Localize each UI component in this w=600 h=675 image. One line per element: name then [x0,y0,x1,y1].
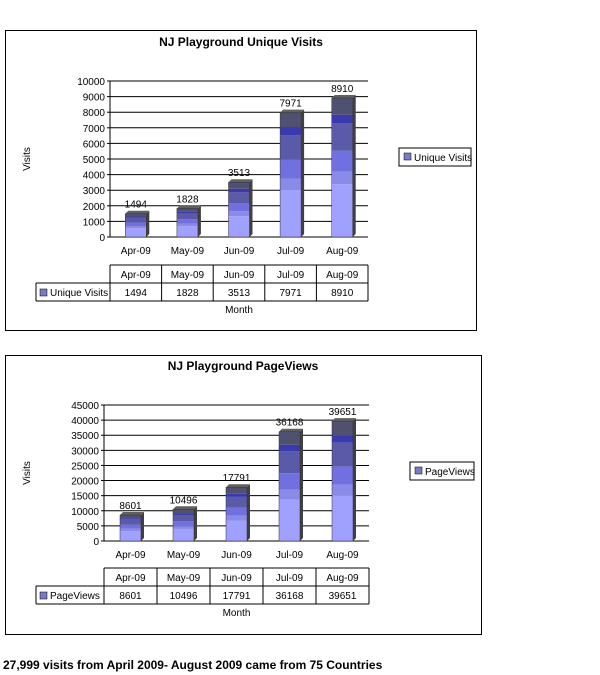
bar-Jul-09 [280,110,304,237]
x-tick-label: May-09 [170,246,205,257]
table-value-cell: 17791 [222,591,251,602]
bar-segment [332,98,353,115]
table-series-swatch [40,592,47,599]
legend-swatch [404,153,411,160]
bar-segment [279,473,300,489]
table-value-cell: 10496 [169,591,198,602]
bar-segment [120,515,141,518]
bar-segment [120,529,141,531]
bar-Aug-09 [332,95,356,237]
table-value-cell: 7971 [279,288,302,299]
x-tick-label: Aug-09 [326,550,359,561]
bar-segment [279,445,300,452]
table-header-cell: Apr-09 [120,270,151,281]
y-tick-label: 40000 [71,416,99,428]
bar-depth [301,110,304,237]
table-series-swatch [40,289,47,296]
table-header-cell: Jul-09 [276,270,305,281]
bar-depth [247,484,250,541]
bar-segment [226,508,247,516]
y-tick-label: 5000 [82,155,105,166]
bar-depth [141,512,144,541]
data-label: 1494 [124,199,147,211]
y-tick-label: 1000 [82,217,105,229]
unique-visits-chart [5,30,477,331]
bar-segment [280,160,301,179]
bar-segment [332,115,353,123]
bar-Aug-09 [332,418,356,541]
y-axis-label: Visits [22,147,33,171]
bar-segment [332,123,353,151]
bar-top-face [120,512,144,515]
bar-segment [177,219,198,223]
bar-Apr-09 [125,211,149,237]
chart-title: NJ Playground Unique Visits [159,35,323,49]
bar-Jul-09 [279,429,303,541]
data-label: 8910 [331,84,354,96]
bar-segment [125,218,146,223]
bar-segment [226,521,247,541]
bar-May-09 [173,506,197,541]
table-header-cell: May-09 [170,270,205,281]
table-header-cell: Aug-09 [326,270,359,281]
pageviews-chart-svg [6,356,481,634]
bar-depth [300,429,303,541]
bar-depth [250,179,253,237]
bar-segment [177,212,198,214]
bar-segment [125,223,146,226]
y-tick-label: 8000 [82,108,105,120]
bar-Jun-09 [229,179,253,237]
bar-top-face [177,205,201,208]
y-tick-label: 5000 [76,521,99,533]
table-value-cell: 8910 [331,288,354,299]
y-tick-label: 30000 [71,446,99,458]
x-tick-label: Jul-09 [276,246,305,257]
bar-segment [125,228,146,237]
bar-segment [229,192,250,203]
bar-segment [226,516,247,521]
data-label: 17791 [222,473,251,485]
x-tick-label: Jun-09 [223,246,255,257]
bar-segment [226,497,247,508]
data-label: 3513 [227,168,251,180]
bar-segment [173,509,194,513]
x-axis-label: Month [222,608,251,619]
bar-top-face [332,95,356,98]
bar-segment [332,172,353,185]
y-tick-label: 3000 [82,186,105,198]
bar-segment [280,128,301,135]
bar-depth [194,506,197,541]
chart-title: NJ Playground PageViews [167,359,319,373]
footer-text: 27,999 visits from April 2009- August 2009 came from 75 Countries [3,658,383,672]
bar-segment [120,520,141,525]
bar-segment [280,135,301,160]
data-label: 10496 [169,495,198,507]
y-tick-label: 0 [93,537,99,548]
data-label: 36168 [275,417,304,429]
bar-segment [332,467,353,485]
bar-segment [279,490,300,500]
y-tick-label: 0 [99,233,105,244]
bar-Apr-09 [120,512,144,541]
bar-top-face [280,110,304,113]
bar-segment [332,421,353,435]
bar-segment [279,451,300,473]
bar-top-face [279,429,303,432]
y-tick-label: 45000 [71,401,99,412]
bar-segment [125,216,146,217]
bar-segment [229,216,250,237]
bar-top-face [226,484,250,487]
x-tick-label: Jun-09 [221,550,252,561]
data-label: 1828 [176,194,199,206]
y-tick-label: 15000 [71,491,99,503]
bar-segment [332,436,353,443]
bar-segment [173,526,194,529]
bar-segment [279,499,300,541]
y-tick-label: 20000 [71,476,99,488]
table-value-cell: 39651 [328,591,357,602]
y-tick-label: 10000 [77,77,105,88]
bar-May-09 [177,205,201,237]
x-tick-label: Apr-09 [115,550,146,561]
legend-label: Unique Visits [414,153,473,164]
bar-segment [173,515,194,521]
bar-Jun-09 [226,484,250,541]
pageviews-chart [5,355,482,635]
bar-depth [353,418,356,541]
table-header-cell: Jun-09 [223,270,255,281]
bar-depth [353,95,356,237]
y-tick-label: 10000 [71,506,99,518]
bar-segment [177,224,198,227]
bar-segment [332,184,353,237]
bar-segment [279,432,300,445]
table-value-cell: 1828 [176,288,199,299]
y-tick-label: 2000 [82,201,105,213]
bar-segment [120,518,141,520]
bar-segment [125,226,146,228]
data-label: 8601 [119,501,142,513]
table-value-cell: 3513 [227,288,251,299]
bar-segment [177,208,198,211]
bar-segment [177,226,198,237]
bar-segment [173,513,194,515]
x-tick-label: Apr-09 [120,246,151,257]
bar-segment [229,211,250,216]
bar-depth [198,205,201,237]
bar-segment [280,179,301,190]
bar-top-face [125,211,149,214]
y-tick-label: 35000 [71,431,99,443]
table-header-cell: Aug-09 [326,573,359,584]
legend-swatch [415,467,422,474]
y-tick-label: 9000 [82,92,105,104]
table-header-cell: May-09 [166,573,201,584]
y-axis-label: Visits [22,461,33,485]
bar-segment [332,485,353,496]
y-tick-label: 25000 [71,461,99,473]
bar-segment [173,529,194,541]
table-value-cell: 8601 [119,591,142,602]
y-tick-label: 4000 [82,170,105,182]
bar-segment [332,151,353,172]
bar-segment [120,525,141,529]
bar-segment [226,487,247,493]
bar-top-face [173,506,197,509]
bar-segment [229,189,250,192]
table-series-name: Unique Visits [50,288,109,299]
x-tick-label: May-09 [166,550,201,561]
bar-top-face [332,418,356,421]
table-header-cell: Jun-09 [221,573,252,584]
data-label: 39651 [328,407,357,419]
x-tick-label: Aug-09 [326,246,359,257]
table-value-cell: 1494 [124,288,147,299]
bar-segment [177,214,198,220]
table-header-cell: Apr-09 [115,573,146,584]
bar-segment [120,531,141,541]
bar-segment [226,494,247,497]
table-series-name: PageViews [50,591,100,602]
x-tick-label: Jul-09 [275,550,304,561]
bar-segment [280,190,301,237]
unique-visits-chart-svg [6,31,476,330]
table-value-cell: 36168 [275,591,304,602]
bar-segment [173,521,194,526]
x-axis-label: Month [225,305,253,316]
bar-segment [280,113,301,128]
bar-segment [332,495,353,541]
bar-top-face [229,179,253,182]
legend-label: PageViews [425,467,475,478]
bar-depth [146,211,149,237]
table-header-cell: Jul-09 [275,573,304,584]
bar-segment [332,443,353,467]
y-tick-label: 6000 [82,139,105,151]
bar-segment [229,203,250,211]
bar-segment [125,214,146,217]
data-label: 7971 [279,98,302,110]
y-tick-label: 7000 [82,123,105,135]
bar-segment [229,182,250,189]
